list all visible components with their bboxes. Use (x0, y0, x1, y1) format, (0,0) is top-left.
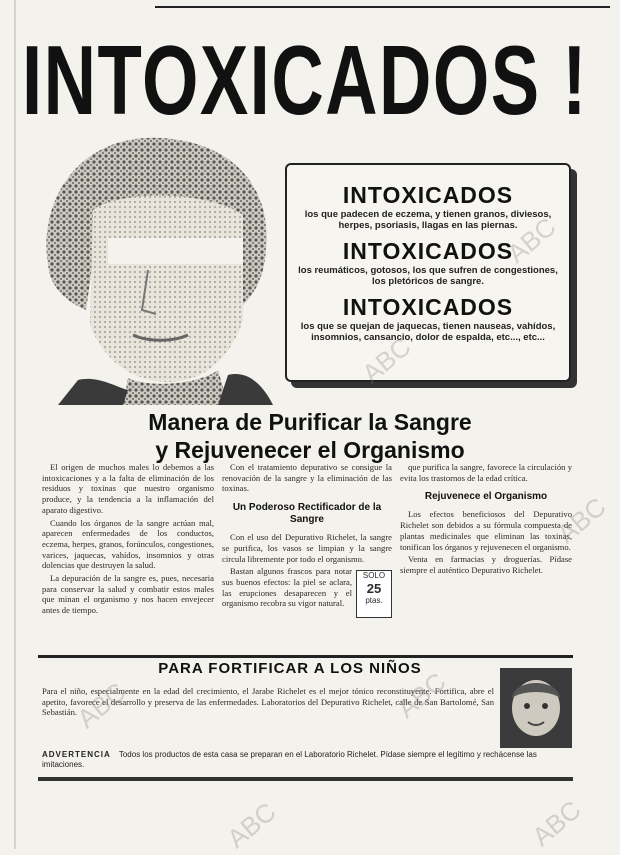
watermark: ABC (551, 491, 612, 549)
watermark: ABC (391, 666, 452, 724)
bottom-rule (38, 777, 573, 781)
article-column-3 (400, 462, 572, 652)
column-heading: Rejuvenece el Organismo (424, 491, 548, 503)
warning-label: ADVERTENCIA (42, 750, 111, 759)
paragraph: Los efectos beneficiosos del Depurativo Richelet son debidos a su fórmula compuesta de plantas medicinales que eliminan las toxinas, tonifican los órganos y rejuvenecen el organismo. (400, 509, 572, 552)
article-column-2 (222, 462, 392, 652)
warning-note (42, 750, 572, 774)
price-unit: ptas. (365, 596, 383, 606)
panel-title: INTOXICADOS (342, 182, 514, 208)
intoxicados-panel (285, 163, 571, 382)
paragraph: Bastan algunos frascos para notar sus buenos efectos: la piel se aclara, las erupciones desaparecen y el organismo recobra su vigor natural. (222, 566, 352, 609)
panel-text: los que se quejan de jaquecas, tienen nauseas, vahídos, insomnios, cansancio, dolor de espalda, etc..., etc... (300, 321, 556, 343)
panel-text: los reumáticos, gotosos, los que sufren de congestiones, los pletóricos de sangre. (298, 265, 558, 287)
watermark: ABC (221, 796, 282, 854)
panel-title: INTOXICADOS (342, 294, 514, 320)
paragraph: Venta en farmacias y droguerías. Pídase siempre el auténtico Depurativo Richelet. (400, 554, 572, 575)
paragraph: La depuración de la sangre es, pues, necesaria para conservar la salud y combatir estos males que minan el organismo y nos hacen envejecer antes de tiempo. (42, 573, 214, 616)
paragraph: Con el tratamiento depurativo se consigue la renovación de la sangre y la eliminación de las toxinas. (222, 462, 392, 494)
paragraph: que purifica la sangre, favorece la circulación y evita los trastornos de la edad crítica. (400, 462, 572, 483)
price-label: SOLO (362, 571, 386, 581)
child-svg (500, 668, 572, 748)
headline: INTOXICADOS ! (22, 25, 588, 135)
article-column-1 (42, 462, 214, 652)
woman-portrait-illustration (38, 130, 278, 405)
section-rule (38, 655, 573, 658)
paragraph: Cuando los órganos de la sangre actúan mal, aparecen enfermedades de los conductos, eczema, herpes, granos, forúnculos, congestiones, varices, jaquecas, vahídos, insomnios y otras dolencias que destruyen la salud. (42, 517, 214, 571)
portrait-svg (38, 130, 278, 405)
watermark: ABC (356, 331, 417, 389)
fortify-title: PARA FORTIFICAR A LOS NIÑOS (158, 660, 422, 677)
subheadline-line-1: Manera de Purificar la Sangre (148, 409, 472, 435)
subheadline (70, 408, 550, 464)
panel-text: los que padecen de eczema, y tienen granos, diviesos, herpes, psoriasis, llagas en las piernas. (304, 209, 552, 231)
page-edge-shadow (14, 0, 16, 849)
watermark: ABC (501, 211, 562, 269)
panel-block (287, 295, 569, 343)
child-portrait-illustration (500, 668, 572, 748)
subheadline-line-2: y Rejuvenecer el Organismo (155, 437, 465, 463)
top-rule (155, 6, 610, 8)
price-box (356, 570, 392, 618)
price-amount: 25 (366, 581, 382, 597)
warning-text: Todos los productos de esta casa se preparan en el Laboratorio Richelet. Pídase siempre el legítimo y rechácense las imitaciones. (42, 750, 537, 769)
watermark: ABC (71, 676, 132, 734)
fortify-text: Para el niño, especialmente en la edad del crecimiento, el Jarabe Richelet es el mejor tónico reconstituyente. Fortifica, abre el apetito, favorece el desarrollo y preserva de las enfermedades. Laboratorios del Depurativo Richelet, calle de San Bartolomé, San Sebastián. (42, 686, 494, 718)
paragraph: El origen de muchos males lo debemos a las intoxicaciones y a la falta de eliminación de los residuos y toxinas que nuestro organismo produce, y la tendencia a la inflamación del aparato digestivo. (42, 462, 214, 515)
watermark: ABC (526, 794, 587, 852)
column-heading: Un Poderoso Rectificador de la Sangre (232, 502, 382, 526)
panel-title: INTOXICADOS (342, 238, 514, 264)
paragraph: Con el uso del Depurativo Richelet, la sangre se purifica, los vasos se limpian y la sangre circula libremente por todo el organismo. (222, 532, 392, 564)
